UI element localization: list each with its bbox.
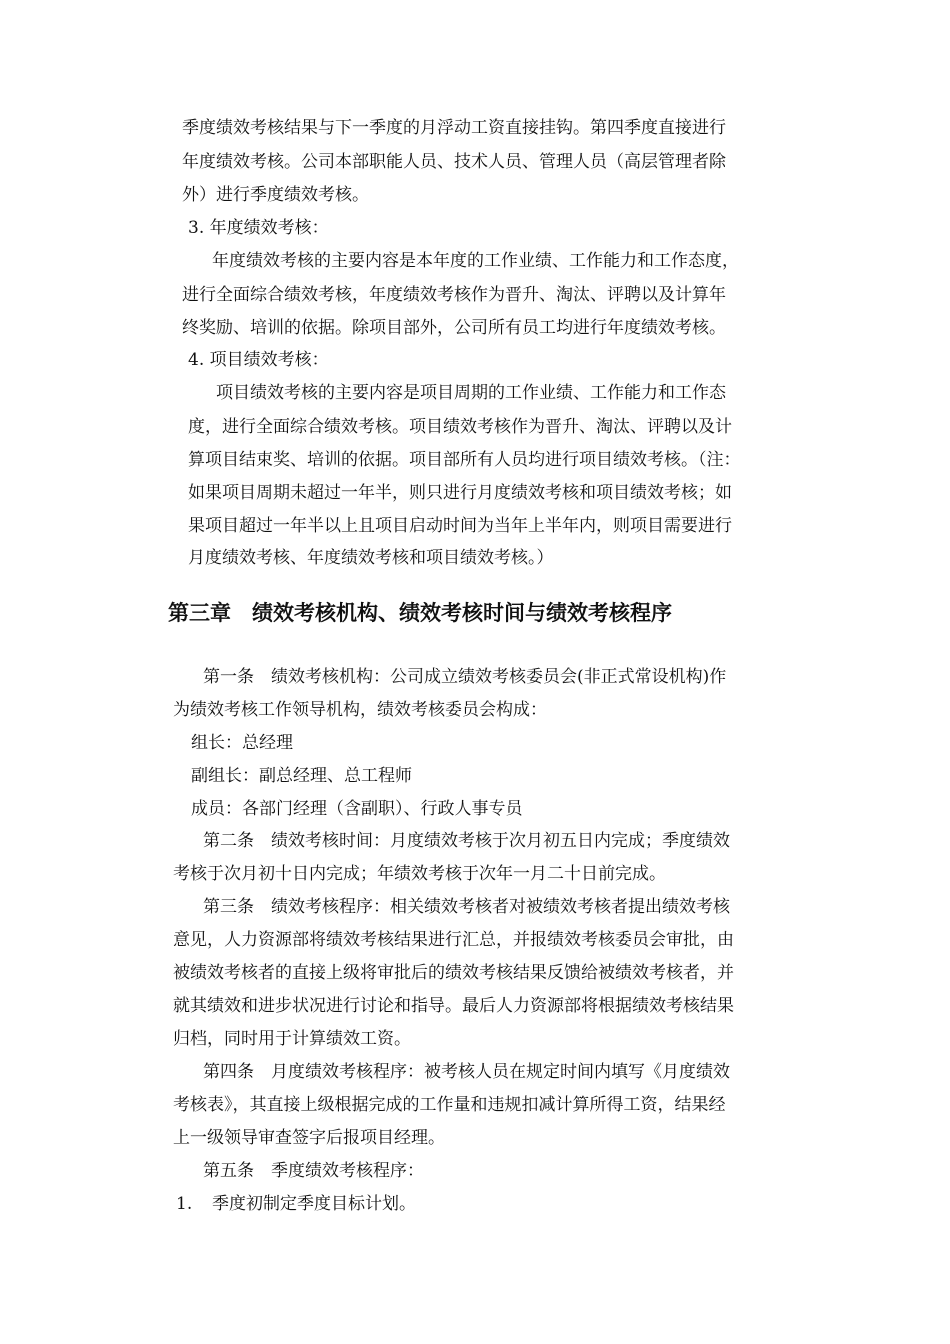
text-line: 第二条 绩效考核时间：月度绩效考核于次月初五日内完成；季度绩效 bbox=[203, 831, 730, 851]
list-item-number: 1. bbox=[176, 1194, 193, 1214]
subheading-annual: 3. 年度绩效考核： bbox=[188, 218, 329, 238]
text-line: 为绩效考核工作领导机构，绩效考核委员会构成： bbox=[173, 700, 547, 720]
text-line: 第一条 绩效考核机构：公司成立绩效考核委员会(非正式常设机构)作 bbox=[203, 667, 727, 687]
text-line: 终奖励、培训的依据。除项目部外，公司所有员工均进行年度绩效考核。 bbox=[182, 318, 726, 338]
text-line: 果项目超过一年半以上且项目启动时间为当年上半年内，则项目需要进行 bbox=[188, 516, 732, 536]
committee-leader: 组长：总经理 bbox=[191, 733, 293, 753]
text-line: 被绩效考核者的直接上级将审批后的绩效考核结果反馈给被绩效考核者，并 bbox=[173, 963, 734, 983]
text-line: 项目绩效考核的主要内容是项目周期的工作业绩、工作能力和工作态 bbox=[216, 383, 726, 403]
text-line: 第三条 绩效考核程序：相关绩效考核者对被绩效考核者提出绩效考核 bbox=[203, 897, 730, 917]
text-line: 第四条 月度绩效考核程序：被考核人员在规定时间内填写《月度绩效 bbox=[203, 1062, 730, 1082]
text-line: 外）进行季度绩效考核。 bbox=[182, 185, 369, 205]
text-line: 进行全面综合绩效考核，年度绩效考核作为晋升、淘汰、评聘以及计算年 bbox=[182, 285, 726, 305]
subheading-project: 4. 项目绩效考核： bbox=[188, 350, 329, 370]
text-line: 考核表》，其直接上级根据完成的工作量和违规扣减计算所得工资，结果经 bbox=[173, 1095, 726, 1115]
text-line: 年度绩效考核。公司本部职能人员、技术人员、管理人员（高层管理者除 bbox=[182, 152, 726, 172]
committee-deputy: 副组长：副总经理、总工程师 bbox=[191, 766, 412, 786]
chapter-title: 第三章 绩效考核机构、绩效考核时间与绩效考核程序 bbox=[168, 601, 672, 625]
text-line: 如果项目周期未超过一年半，则只进行月度绩效考核和项目绩效考核；如 bbox=[188, 483, 732, 503]
text-line: 就其绩效和进步状况进行讨论和指导。最后人力资源部将根据绩效考核结果 bbox=[173, 996, 734, 1016]
text-line: 月度绩效考核、年度绩效考核和项目绩效考核。） bbox=[188, 548, 554, 568]
article-five-heading: 第五条 季度绩效考核程序： bbox=[203, 1161, 424, 1181]
text-line: 上一级领导审查签字后报项目经理。 bbox=[173, 1128, 445, 1148]
list-item-text: 季度初制定季度目标计划。 bbox=[212, 1194, 416, 1214]
text-line: 意见，人力资源部将绩效考核结果进行汇总，并报绩效考核委员会审批，由 bbox=[173, 930, 734, 950]
text-line: 算项目结束奖、培训的依据。项目部所有人员均进行项目绩效考核。（注： bbox=[188, 450, 741, 470]
text-line: 度，进行全面综合绩效考核。项目绩效考核作为晋升、淘汰、评聘以及计 bbox=[188, 417, 732, 437]
text-line: 季度绩效考核结果与下一季度的月浮动工资直接挂钩。第四季度直接进行 bbox=[182, 118, 726, 138]
text-line: 考核于次月初十日内完成；年绩效考核于次年一月二十日前完成。 bbox=[173, 864, 666, 884]
committee-members: 成员：各部门经理（含副职）、行政人事专员 bbox=[191, 799, 523, 819]
text-line: 归档，同时用于计算绩效工资。 bbox=[173, 1029, 411, 1049]
text-line: 年度绩效考核的主要内容是本年度的工作业绩、工作能力和工作态度， bbox=[212, 251, 739, 271]
